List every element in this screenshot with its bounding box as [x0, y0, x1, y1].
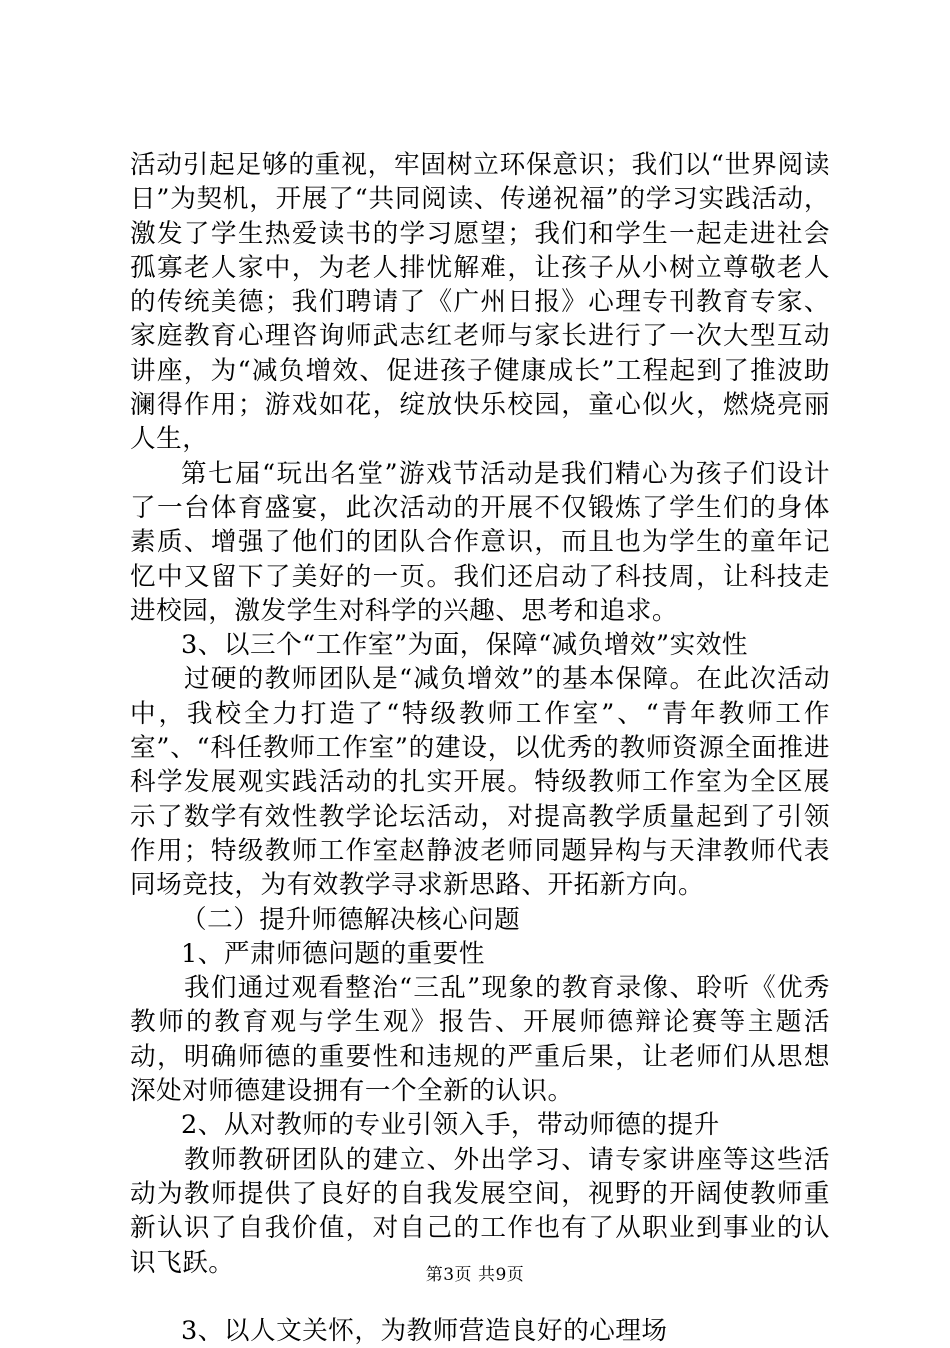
- document-body: [130, 148, 830, 1348]
- heading-humanistic-care: 3、以人文关怀，为教师营造良好的心理场: [181, 1315, 668, 1346]
- paragraph-game-festival: 第七届“玩出名堂”游戏节活动是我们精心为孩子们设计了一台体育盛宴，此次活动的开展不仅锻炼了学生们的身体素质、增强了他们的团队合作意识，而且也为学生的童年记忆中又留下了美好的一页。我们还启动了科技周，让科技走进校园，激发学生对科学的兴趣、思考和追求。: [130, 458, 830, 626]
- heading-teacher-ethics: （二）提升师德解决核心问题: [181, 904, 521, 935]
- page-number-footer: 第3页 共9页: [425, 1265, 525, 1285]
- heading-three-studios: 3、以三个“工作室”为面，保障“减负增效”实效性: [181, 630, 748, 661]
- heading-ethics-importance: 1、严肃师德问题的重要性: [181, 938, 485, 969]
- paragraph-ethics-activities: 我们通过观看整治“三乱”现象的教育录像、聆听《优秀教师的教育观与学生观》报告、开展师德辩论赛等主题活动，明确师德的重要性和违规的严重后果，让老师们从思想深处对师德建设拥有一个全新的认识。: [130, 973, 830, 1107]
- paragraph-research-team: 教师教研团队的建立、外出学习、请专家讲座等这些活动为教师提供了良好的自我发展空间，视野的开阔使教师重新认识了自我价值，对自己的工作也有了从职业到事业的认识飞跃。: [130, 1144, 830, 1278]
- heading-professional-guidance: 2、从对教师的专业引领入手，带动师德的提升: [181, 1110, 720, 1141]
- paragraph-activities-continued: 活动引起足够的重视，牢固树立环保意识；我们以“世界阅读日”为契机，开展了“共同阅读、传递祝福”的学习实践活动，激发了学生热爱读书的学习愿望；我们和学生一起走进社会孤寡老人家中，为老人排忧解难，让孩子从小树立尊敬老人的传统美德；我们聘请了《广州日报》心理专刊教育专家、家庭教育心理咨询师武志红老师与家长进行了一次大型互动讲座，为“减负增效、促进孩子健康成长”工程起到了推波助澜得作用；游戏如花，绽放快乐校园，童心似火，燃烧亮丽人生，: [130, 150, 830, 455]
- paragraph-teacher-team: 过硬的教师团队是“减负增效”的基本保障。在此次活动中，我校全力打造了“特级教师工作室”、“青年教师工作室”、“科任教师工作室”的建设，以优秀的教师资源全面推进科学发展观实践活动的扎实开展。特级教师工作室为全区展示了数学有效性教学论坛活动，对提高教学质量起到了引领作用；特级教师工作室赵静波老师同题异构与天津教师代表同场竞技，为有效教学寻求新思路、开拓新方向。: [130, 664, 830, 901]
